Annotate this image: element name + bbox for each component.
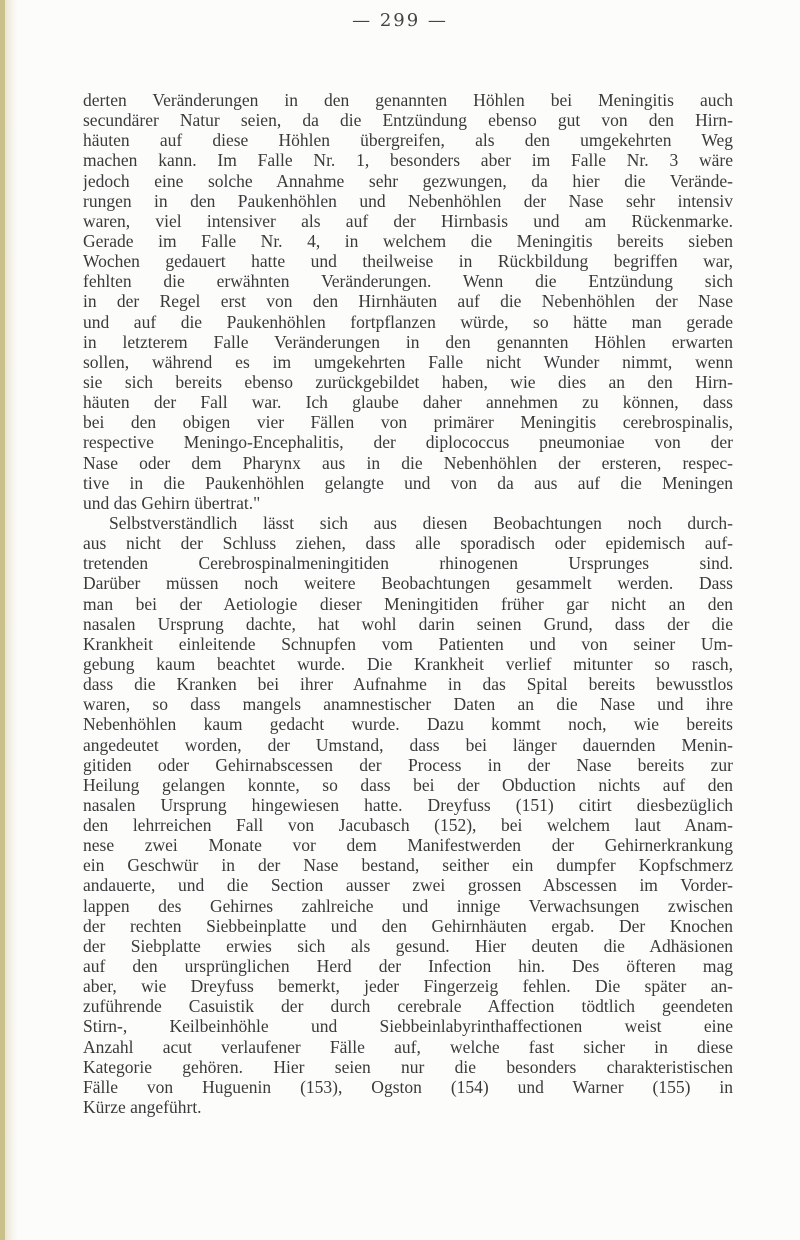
text-line: sollen, während es im umgekehrten Falle nicht Wunder nimmt, wenn (83, 351, 733, 372)
text-line: auf den ursprünglichen Herd der Infection hin. Des öfteren mag (83, 956, 733, 977)
text-line: und auf die Paukenhöhlen fortpflanzen würde, so hätte man gerade (83, 311, 733, 332)
binding-strip (0, 0, 5, 1240)
text-line: aus nicht der Schluss ziehen, dass alle sporadisch oder epidemisch auf- (83, 533, 733, 554)
text-line: Wochen gedauert hatte und theilweise in Rückbildung begriffen war, (83, 251, 733, 272)
text-line: lappen des Gehirnes zahlreiche und innige Verwachsungen zwischen (83, 895, 733, 916)
text-line: Stirn-, Keilbeinhöhle und Siebbeinlabyrinthaffectionen weist eine (83, 1016, 733, 1037)
text-line: ein Geschwür in der Nase bestand, seither ein dumpfer Kopfschmerz (83, 855, 733, 876)
text-line: tretenden Cerebrospinalmeningitiden rhinogenen Ursprunges sind. (83, 553, 733, 574)
text-line: andauerte, und die Section ausser zwei grossen Abscessen im Vorder- (83, 875, 733, 896)
text-line: machen kann. Im Falle Nr. 1, besonders aber im Falle Nr. 3 wäre (83, 150, 733, 171)
text-line: der Siebplatte erwies sich als gesund. Hier deuten die Adhäsionen (83, 935, 733, 956)
text-line: jedoch eine solche Annahme sehr gezwungen, da hier die Verände- (83, 170, 733, 191)
text-line: gebung kaum beachtet wurde. Die Krankheit verlief mitunter so rasch, (83, 653, 733, 674)
text-line: secundärer Natur seien, da die Entzündung ebenso gut von den Hirn- (83, 110, 733, 131)
text-line: aber, wie Dreyfuss bemerkt, jeder Fingerzeig fehlen. Die später an- (83, 976, 733, 997)
text-line: Krankheit einleitende Schnupfen vom Patienten und von seiner Um- (83, 633, 733, 654)
text-line: häuten auf diese Höhlen übergreifen, als den umgekehrten Weg (83, 130, 733, 151)
text-line: Nebenhöhlen kaum gedacht wurde. Dazu kommt noch, wie bereits (83, 714, 733, 735)
text-line: fehlten die erwähnten Veränderungen. Wenn die Entzündung sich (83, 271, 733, 292)
text-line: tive in die Paukenhöhlen gelangte und von da aus auf die Meningen (83, 472, 733, 493)
page-number: — 299 — (352, 10, 448, 31)
text-line: respective Meningo-Encephalitis, der diplococcus pneumoniae von der (83, 432, 733, 453)
text-line: Kürze angeführt. (83, 1097, 202, 1118)
text-line: Fälle von Huguenin (153), Ogston (154) und Warner (155) in (83, 1076, 733, 1097)
body-text (83, 90, 733, 1117)
text-line: angedeutet worden, der Umstand, dass bei länger dauernden Menin- (83, 734, 733, 755)
text-line: in letzterem Falle Veränderungen in den genannten Höhlen erwarten (83, 331, 733, 352)
text-line: Nase oder dem Pharynx aus in die Nebenhöhlen der ersteren, respec- (83, 452, 733, 473)
text-line: dass die Kranken bei ihrer Aufnahme in das Spital bereits bewusstlos (83, 674, 733, 695)
text-line: nasalen Ursprung dachte, hat wohl darin seinen Grund, dass der die (83, 613, 733, 634)
text-line: Selbstverständlich lässt sich aus diesen Beobachtungen noch durch- (109, 512, 733, 533)
text-line: und das Gehirn übertrat." (83, 492, 261, 513)
text-line: zuführende Casuistik der durch cerebrale Affection tödtlich geendeten (83, 996, 733, 1017)
text-line: Anzahl acut verlaufener Fälle auf, welche fast sicher in diese (83, 1036, 733, 1057)
text-line: bei den obigen vier Fällen von primärer Meningitis cerebrospinalis, (83, 412, 733, 433)
text-line: rungen in den Paukenhöhlen und Nebenhöhlen der Nase sehr intensiv (83, 190, 733, 211)
text-line: der rechten Siebbeinplatte und den Gehirnhäuten ergab. Der Knochen (83, 915, 733, 936)
text-line: in der Regel erst von den Hirnhäuten auf die Nebenhöhlen der Nase (83, 291, 733, 312)
text-line: nasalen Ursprung hingewiesen hatte. Dreyfuss (151) citirt diesbezüglich (83, 794, 733, 815)
text-line: gitiden oder Gehirnabscessen der Process in der Nase bereits zur (83, 754, 733, 775)
text-line: den lehrreichen Fall von Jacubasch (152), bei welchem laut Anam- (83, 815, 733, 836)
text-line: derten Veränderungen in den genannten Höhlen bei Meningitis auch (83, 90, 733, 110)
text-line: waren, so dass mangels anamnestischer Daten an die Nase und ihre (83, 694, 733, 715)
text-line: Heilung gelangen konnte, so dass bei der Obduction nichts auf den (83, 774, 733, 795)
text-line: Darüber müssen noch weitere Beobachtungen gesammelt werden. Dass (83, 573, 733, 594)
text-line: Kategorie gehören. Hier seien nur die besonders charakteristischen (83, 1056, 733, 1077)
text-line: sie sich bereits ebenso zurückgebildet haben, wie dies an den Hirn- (83, 371, 733, 392)
text-line: waren, viel intensiver als auf der Hirnbasis und am Rückenmarke. (83, 210, 733, 231)
text-line: Gerade im Falle Nr. 4, in welchem die Meningitis bereits sieben (83, 230, 733, 251)
text-line: häuten der Fall war. Ich glaube daher annehmen zu können, dass (83, 392, 733, 413)
text-line: nese zwei Monate vor dem Manifestwerden der Gehirnerkrankung (83, 835, 733, 856)
text-line: man bei der Aetiologie dieser Meningitiden früher gar nicht an den (83, 593, 733, 614)
